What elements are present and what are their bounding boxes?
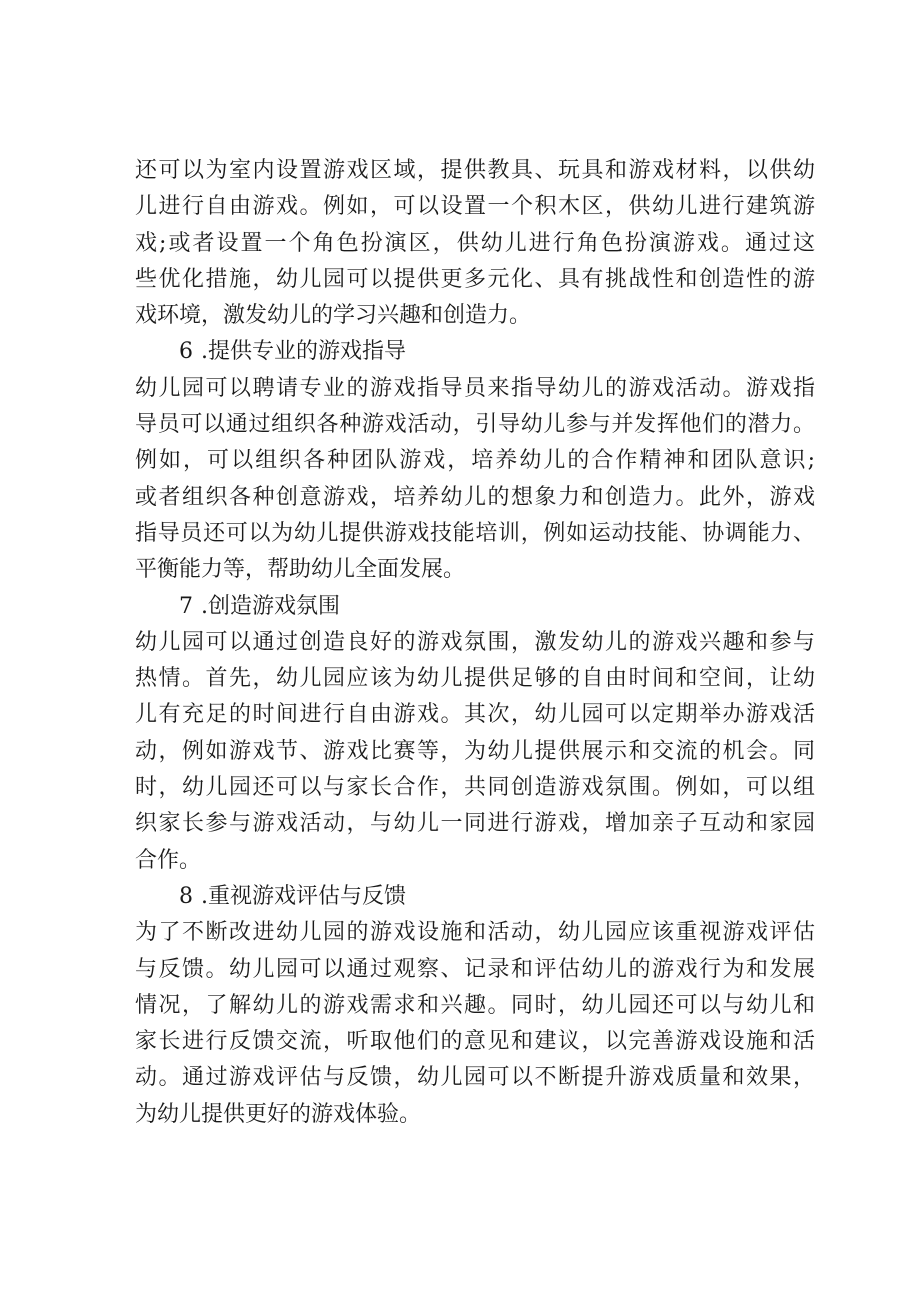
text-line: 戏环境，激发幼儿的学习兴趣和创造力。 xyxy=(135,303,532,329)
text-line: 指导员还可以为幼儿提供游戏技能培训，例如运动技能、协调能力、 xyxy=(135,520,815,546)
text-line: 热情。首先，幼儿园应该为幼儿提供足够的自由时间和空间，让幼 xyxy=(135,666,815,692)
section-title: .创造游戏氛围 xyxy=(201,593,340,619)
text-line: 戏;或者设置一个角色扮演区，供幼儿进行角色扮演游戏。通过这 xyxy=(135,230,815,256)
text-line: 幼儿园可以通过创造良好的游戏氛围，激发幼儿的游戏兴趣和参与 xyxy=(135,629,815,655)
paragraph-professional-guidance xyxy=(135,371,815,589)
text-line: 时，幼儿园还可以与家长合作，共同创造游戏氛围。例如，可以组 xyxy=(135,775,815,801)
text-line: 平衡能力等，帮助幼儿全面发展。 xyxy=(135,557,466,583)
section-number: 6 xyxy=(179,339,193,365)
text-line: 幼儿园可以聘请专业的游戏指导员来指导幼儿的游戏活动。游戏指 xyxy=(135,375,815,401)
text-line: 织家长参与游戏活动，与幼儿一同进行游戏，增加亲子互动和家园 xyxy=(135,811,815,837)
text-line: 例如，可以组织各种团队游戏，培养幼儿的合作精神和团队意识; xyxy=(135,448,815,474)
text-line: 家长进行反馈交流，听取他们的意见和建议，以完善游戏设施和活 xyxy=(135,1029,815,1055)
section-heading-6 xyxy=(135,334,815,370)
text-line: 些优化措施，幼儿园可以提供更多元化、具有挑战性和创造性的游 xyxy=(135,266,815,292)
text-line: 为了不断改进幼儿园的游戏设施和活动，幼儿园应该重视游戏评估 xyxy=(135,920,815,946)
paragraph-evaluation-feedback xyxy=(135,915,815,1133)
document-body xyxy=(135,153,815,1133)
paragraph-play-atmosphere xyxy=(135,625,815,879)
text-line: 合作。 xyxy=(135,847,202,873)
section-number: 8 xyxy=(179,883,193,909)
text-line: 或者组织各种创意游戏，培养幼儿的想象力和创造力。此外，游戏 xyxy=(135,484,815,510)
text-line: 情况，了解幼儿的游戏需求和兴趣。同时，幼儿园还可以与幼儿和 xyxy=(135,992,815,1018)
text-line: 导员可以通过组织各种游戏活动，引导幼儿参与并发挥他们的潜力。 xyxy=(135,412,815,438)
text-line: 动。通过游戏评估与反馈，幼儿园可以不断提升游戏质量和效果， xyxy=(135,1065,815,1091)
text-line: 为幼儿提供更好的游戏体验。 xyxy=(135,1101,422,1127)
section-heading-8 xyxy=(135,879,815,915)
section-heading-7 xyxy=(135,589,815,625)
text-line: 与反馈。幼儿园可以通过观察、记录和评估幼儿的游戏行为和发展 xyxy=(135,956,815,982)
section-title: .重视游戏评估与反馈 xyxy=(201,883,406,909)
text-line: 动，例如游戏节、游戏比赛等，为幼儿提供展示和交流的机会。同 xyxy=(135,738,815,764)
text-line: 还可以为室内设置游戏区域，提供教具、玩具和游戏材料，以供幼 xyxy=(135,158,815,183)
section-number: 7 xyxy=(179,593,193,619)
text-line: 儿进行自由游戏。例如，可以设置一个积木区，供幼儿进行建筑游 xyxy=(135,194,815,220)
text-line: 儿有充足的时间进行自由游戏。其次，幼儿园可以定期举办游戏活 xyxy=(135,702,815,728)
section-title: .提供专业的游戏指导 xyxy=(201,339,406,365)
paragraph-play-area-optimization xyxy=(135,153,815,334)
